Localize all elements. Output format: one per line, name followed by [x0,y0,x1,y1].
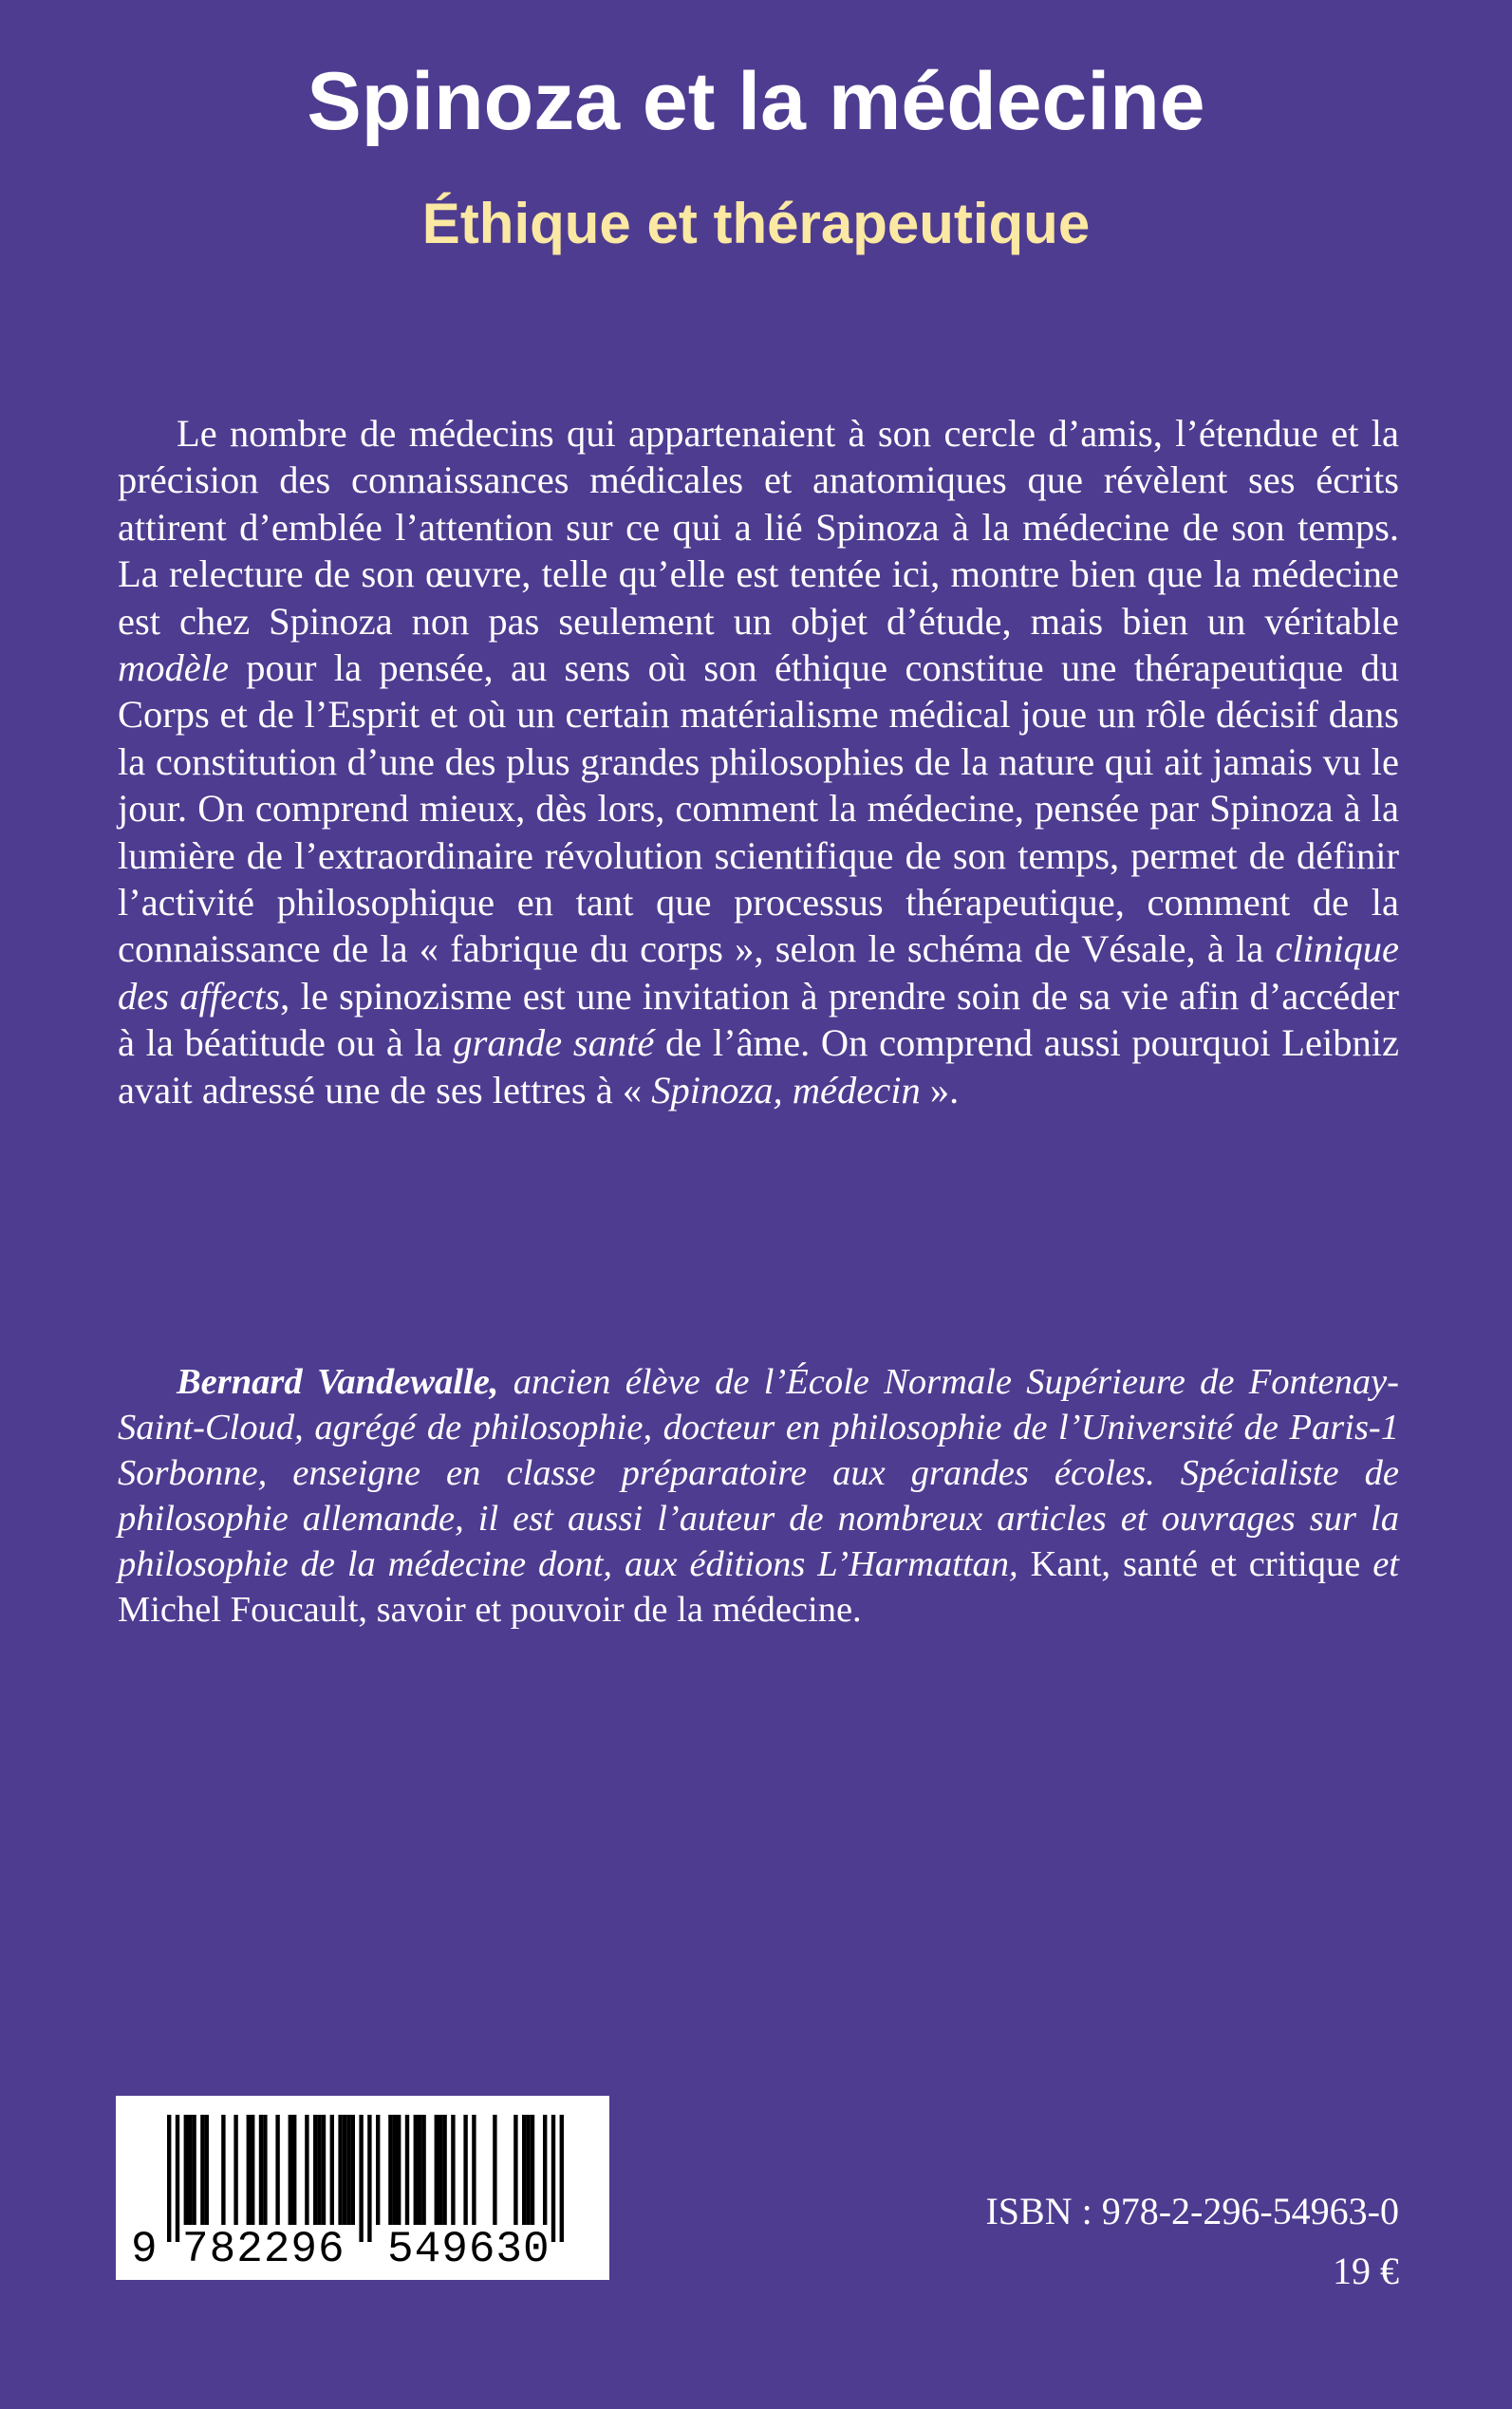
barcode-bar [233,2115,237,2225]
barcode-bar [463,2115,467,2225]
bio-text: médecine. [702,1590,862,1630]
barcode-bar [414,2115,418,2225]
blurb-text: ». [920,1068,960,1111]
barcode-bar [421,2115,425,2225]
blurb-text: Le nombre de médecins qui appartenaient à son cercle d’amis, l’étendue et la précision des connaissances médicales et anatomiques que révèlent ses écrits attirent d’emblée l’attention sur ce qui a lié Spinoza à la médecine de son temps. La relecture de son œuvre, telle qu’elle est tentée ici, montre bien que la médecine est chez Spinoza non pas seulement un objet d’étude, mais bien un véritable [118,412,1399,643]
isbn: ISBN : 978-2-296-54963-0 [985,2190,1399,2232]
barcode-bar [435,2115,439,2225]
book-title: Spinoza et la médecine [307,56,1205,147]
back-cover-blurb [118,410,1399,1113]
book-reference: Kant, santé et critique [1030,1544,1361,1584]
barcode-bar [289,2115,292,2225]
barcode-bar [205,2115,209,2225]
barcode-bar [531,2115,534,2225]
barcode-bar [259,2115,263,2225]
barcode-guard-bar [359,2115,363,2242]
barcode-guard-bar [551,2115,555,2242]
barcode-guard-bar [176,2115,179,2242]
barcode-bar [418,2115,421,2225]
barcode-bar [221,2115,225,2225]
barcode-bar [275,2115,279,2225]
barcode-bar [313,2115,317,2225]
barcode-bar [397,2115,401,2225]
barcode-bar [192,2115,196,2225]
barcode-left-group: 782296 [182,2225,345,2274]
price: 19 € [1333,2250,1399,2292]
blurb-emphasis: modèle [118,646,229,690]
barcode-bar [405,2115,409,2225]
barcode-bar [263,2115,267,2225]
barcode-bar [251,2115,254,2225]
barcode-bar [543,2115,547,2225]
barcode-bar [522,2115,526,2225]
barcode-bar [493,2115,496,2225]
barcode-bar [184,2115,188,2225]
barcode-bar [322,2115,326,2225]
barcode-bar [305,2115,308,2225]
author-name: Bernard Vandewalle, [177,1362,499,1402]
bio-text: et [1360,1544,1399,1584]
blurb-text: pour la pensée, au sens où son éthique constitue une thérapeutique du Corps et de l’Esprit et où un certain matérialisme médical joue un rôle décisif dans la constitution d’une des plus grandes philosophies de la nature qui ait jamais vu le jour. On comprend mieux, dès lors, comment la médecine, pensée par Spinoza à la lumière de l’extraordinaire révolution scientifique de son temps, permet de définir l’activité philosophique en tant que processus thérapeutique, comment de la connaissance de la « fabrique du corps », selon le schéma de Vésale, à la [118,646,1399,971]
barcode-bar [338,2115,342,2225]
barcode-bar [439,2115,442,2225]
barcode-bar [292,2115,296,2225]
barcode-right-group: 549630 [387,2225,551,2274]
barcode-bar [451,2115,455,2225]
blurb-emphasis: clinique des affects [118,927,1399,1018]
book-reference: Michel Foucault, savoir et pouvoir de la [118,1590,703,1630]
blurb-emphasis: Spinoza, médecin [651,1068,921,1111]
barcode-bar [376,2115,380,2225]
blurb-text: de l’âme. On comprend aussi pourquoi Leibniz avait adressé une de ses lettres à « [118,1021,1399,1111]
barcode-bar [188,2115,192,2225]
barcode-bar [330,2115,334,2225]
bio-text: ancien élève de l’École Normale Supérieure de Fontenay-Saint-Cloud, agrégé de philosophie, docteur en philosophie de l’Université de Paris-1 Sorbonne, enseigne en classe préparatoire aux grandes écoles. Spécialiste de philosophie allemande, il est aussi l’auteur de nombreux articles et ouvrages sur la philosophie de la médecine dont, aux éditions L’Harmattan, [118,1362,1399,1584]
blurb-text: , le spinozisme est une invitation à prendre soin de sa vie afin d’accéder à la béatitude ou à la [118,974,1399,1065]
blurb-emphasis: grande santé [453,1021,655,1065]
barcode-bar [388,2115,392,2225]
barcode-bar [442,2115,446,2225]
barcode-bar [317,2115,321,2225]
barcode-bar [472,2115,476,2225]
barcode-bar [513,2115,517,2225]
book-subtitle: Éthique et thérapeutique [421,192,1091,255]
barcode-lead-digit: 9 [131,2225,158,2274]
barcode-guard-bar [167,2115,171,2242]
barcode [116,2096,609,2280]
barcode-guard-bar [367,2115,371,2242]
barcode-bar [200,2115,204,2225]
author-bio [118,1359,1399,1633]
barcode-bar [526,2115,530,2225]
barcode-bar [343,2115,346,2225]
barcode-bar [351,2115,355,2225]
barcode-guard-bar [560,2115,564,2242]
barcode-bar [346,2115,350,2225]
barcode-bar [393,2115,397,2225]
barcode-bar [247,2115,251,2225]
